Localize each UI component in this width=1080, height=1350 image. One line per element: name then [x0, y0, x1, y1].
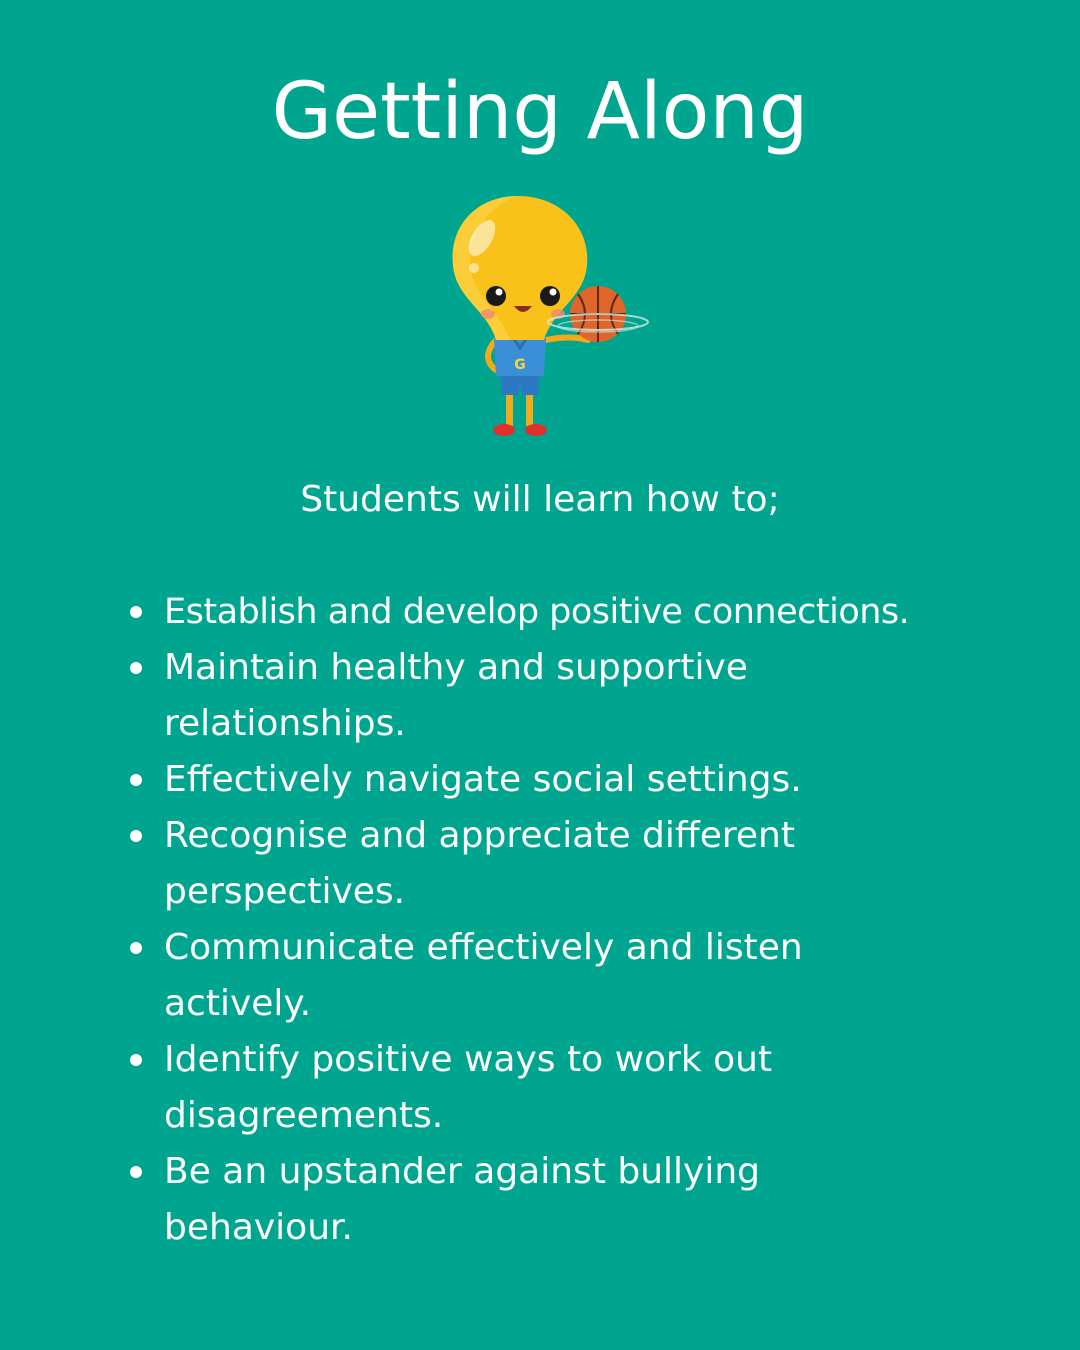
bullet-icon — [130, 1166, 142, 1178]
list-item-text: Identify positive ways to work out disagreements. — [164, 1039, 773, 1136]
intro-text: Students will learn how to; — [300, 479, 780, 520]
list-item — [130, 640, 844, 752]
list-item — [130, 1144, 854, 1256]
list-item — [130, 752, 1030, 808]
bullet-icon — [130, 774, 142, 786]
learning-outcomes-list — [130, 584, 1030, 1256]
list-item — [130, 920, 894, 1032]
bullet-icon — [130, 942, 142, 954]
list-item-text: Recognise and appreciate different perspectives. — [164, 815, 795, 912]
list-item-text: Be an upstander against bullying behaviour. — [164, 1151, 761, 1248]
page-title: Getting Along — [271, 67, 809, 157]
bullet-icon — [130, 830, 142, 842]
list-item-text: Maintain healthy and supportive relationships. — [164, 647, 748, 744]
list-item-text: Effectively navigate social settings. — [164, 759, 802, 800]
list-item — [130, 584, 1030, 640]
list-item-text: Communicate effectively and listen actively. — [164, 927, 803, 1024]
list-item — [130, 1032, 874, 1144]
shirt-letter: G — [514, 357, 526, 373]
lightbulb-mascot-icon — [430, 190, 660, 450]
bullet-icon — [130, 662, 142, 674]
bullet-icon — [130, 1054, 142, 1066]
bullet-icon — [130, 606, 142, 618]
list-item — [130, 808, 894, 920]
list-item-text: Establish and develop positive connections. — [164, 592, 910, 632]
